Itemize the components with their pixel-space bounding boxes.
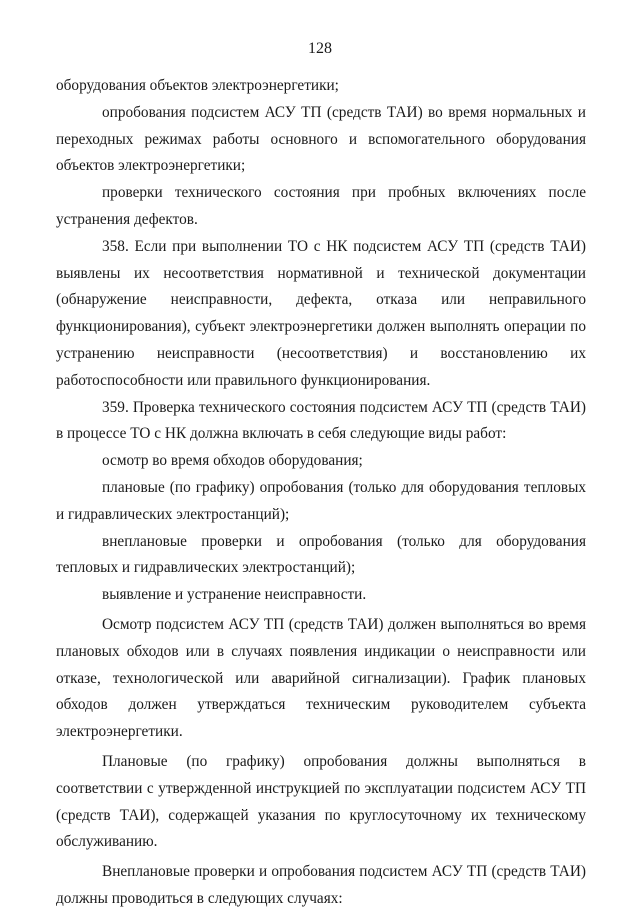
paragraph: осмотр во время обходов оборудования; (102, 452, 363, 470)
paragraph-continuation: оборудования объектов электроэнергетики; (56, 77, 339, 94)
paragraph: выявление и устранение неисправности. (102, 586, 367, 604)
page-number: 128 (308, 40, 332, 57)
paragraph-item-358: 358. Если при выполнении ТО с НК подсистем АСУ ТП (средств ТАИ) выявлены их несоответствия нормативной и технической документации (обнаружение неисправности, дефекта, отказа или неправильного функционирования), субъект электроэнергетики должен выполнять операции по устранению неисправности (несоответствия) и восстановлению их работоспособности или правильного функционирования. (56, 237, 586, 389)
paragraph: Внеплановые проверки и опробования подсистем АСУ ТП (средств ТАИ) должны проводиться в следующих случаях: (56, 863, 586, 907)
paragraph: плановые (по графику) опробования (только для оборудования тепловых и гидравлических электростанций); (56, 478, 586, 523)
document-body (56, 73, 586, 913)
paragraph: внеплановые проверки и опробования (только для оборудования тепловых и гидравлических электростанций); (56, 532, 586, 577)
paragraph: Осмотр подсистем АСУ ТП (средств ТАИ) должен выполняться во время плановых обходов или в случаях появления индикации о неисправности или отказе, технологической или аварийной сигнализации). График плановых обходов должен утверждаться техническим руководителем субъекта электроэнергетики. (56, 615, 586, 741)
paragraph-item-359: 359. Проверка технического состояния подсистем АСУ ТП (средств ТАИ) в процессе ТО с НК должна включать в себя следующие виды работ: (56, 398, 586, 443)
paragraph: опробования подсистем АСУ ТП (средств ТАИ) во время нормальных и переходных режимах работы основного и вспомогательного оборудования объектов электроэнергетики; (56, 103, 586, 175)
paragraph: проверки технического состояния при пробных включениях после устранения дефектов. (56, 184, 586, 228)
paragraph: Плановые (по графику) опробования должны выполняться в соответствии с утвержденной инструкцией по эксплуатации подсистем АСУ ТП (средств ТАИ), содержащей указания по круглосуточному их техническому обслуживанию. (56, 752, 586, 851)
